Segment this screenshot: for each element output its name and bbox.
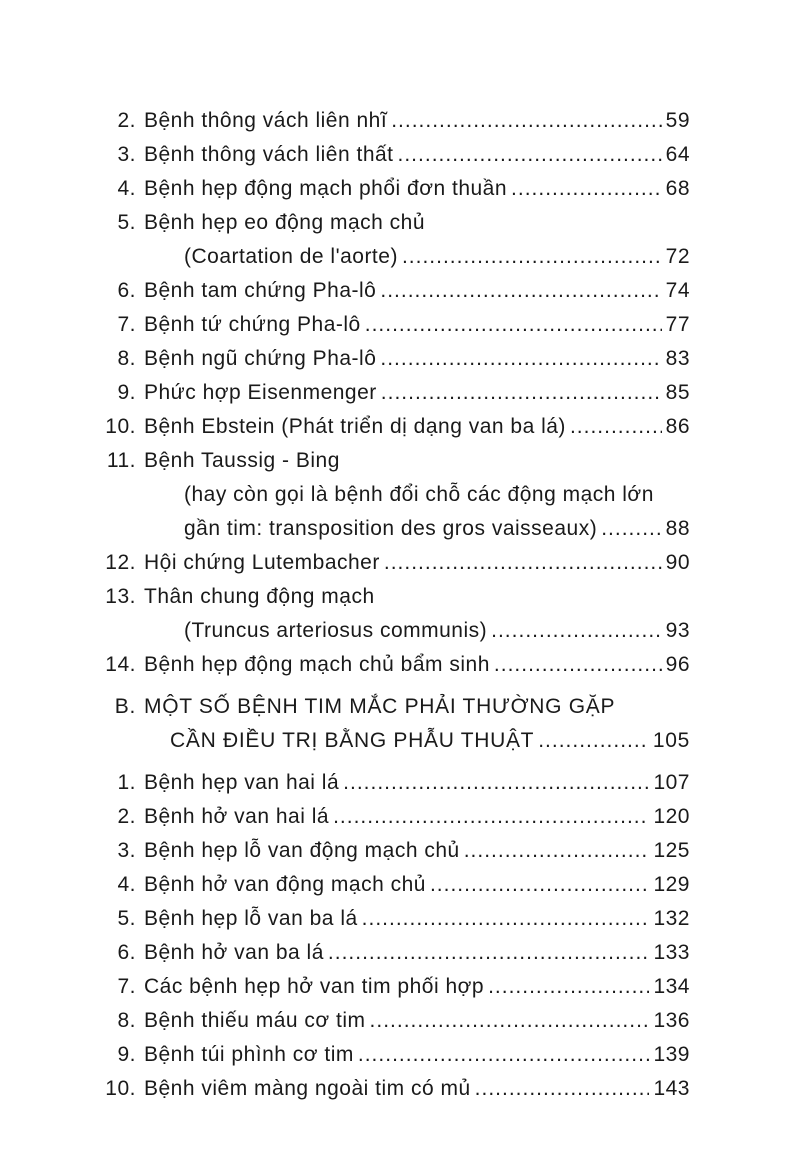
entry-number: 4. [117, 177, 136, 200]
toc-entry [96, 546, 690, 580]
page-number: 134 [653, 975, 690, 998]
page-number: 132 [653, 907, 690, 930]
entry-title: Bệnh ngũ chứng Pha-lô [144, 347, 377, 370]
toc-entry-line [96, 902, 690, 936]
toc-entry [96, 1038, 690, 1072]
toc-entry-line [96, 478, 690, 512]
toc-entry [96, 104, 690, 138]
dot-leader [358, 1038, 650, 1072]
section-letter: B. [114, 695, 136, 718]
entry-title: Các bệnh hẹp hở van tim phối hợp [144, 975, 485, 998]
toc-entry [96, 342, 690, 376]
page-number: 139 [653, 1043, 690, 1066]
toc-entry-line [96, 274, 690, 308]
table-of-contents [96, 104, 690, 1106]
entry-number: 10. [105, 415, 136, 438]
dot-leader [343, 766, 649, 800]
toc-entry [96, 800, 690, 834]
dot-leader [362, 902, 650, 936]
page-number: 68 [665, 177, 690, 200]
dot-leader [328, 936, 650, 970]
entry-title: Bệnh thông vách liên thất [144, 143, 394, 166]
entry-title: Bệnh túi phình cơ tim [144, 1043, 354, 1066]
toc-entry-line [96, 648, 690, 682]
entry-title: Bệnh hẹp eo động mạch chủ [144, 211, 426, 234]
toc-entry-line [96, 308, 690, 342]
dot-leader [494, 648, 662, 682]
dot-leader [398, 138, 662, 172]
page-number: 72 [665, 245, 690, 268]
section-title-line-2: CẦN ĐIỀU TRỊ BẰNG PHẪU THUẬT [170, 729, 535, 752]
dot-leader [365, 308, 662, 342]
dot-leader [381, 376, 662, 410]
toc-entry [96, 834, 690, 868]
dot-leader [384, 546, 662, 580]
toc-entry-line [96, 1038, 690, 1072]
page-number: 96 [665, 653, 690, 676]
entry-number: 10. [105, 1077, 136, 1100]
entry-title: Thân chung động mạch [144, 585, 375, 608]
section-b-heading [96, 690, 690, 758]
entry-number: 6. [117, 279, 136, 302]
dot-leader [464, 834, 650, 868]
dot-leader [333, 800, 649, 834]
toc-entry-line [96, 614, 690, 648]
entry-number: 8. [117, 347, 136, 370]
toc-entry [96, 970, 690, 1004]
page-number: 136 [653, 1009, 690, 1032]
entry-title: Bệnh hở van động mạch chủ [144, 873, 426, 896]
toc-entry-line [96, 1004, 690, 1038]
dot-leader [511, 172, 662, 206]
toc-entry [96, 138, 690, 172]
dot-leader [491, 614, 662, 648]
toc-entry-line [96, 342, 690, 376]
entry-number: 13. [105, 585, 136, 608]
entry-title: Bệnh hở van hai lá [144, 805, 330, 828]
page-number: 120 [653, 805, 690, 828]
dot-leader [430, 868, 650, 902]
page-number: 88 [665, 517, 690, 540]
dot-leader [402, 240, 662, 274]
page-number: 93 [665, 619, 690, 642]
entry-number: 5. [117, 211, 136, 234]
dot-leader [475, 1072, 650, 1106]
toc-entry-line [96, 240, 690, 274]
entry-title: Bệnh hở van ba lá [144, 941, 324, 964]
page-number: 107 [653, 771, 690, 794]
entry-title: Phức hợp Eisenmenger [144, 381, 377, 404]
toc-entry-line [96, 580, 690, 614]
entry-number: 5. [117, 907, 136, 930]
toc-entry [96, 444, 690, 546]
entry-number: 11. [106, 449, 136, 472]
page-number: 143 [653, 1077, 690, 1100]
dot-leader [380, 274, 661, 308]
entry-title: Bệnh Ebstein (Phát triển dị dạng van ba lá) [144, 415, 566, 438]
entry-number: 1. [117, 771, 136, 794]
entry-number: 9. [117, 381, 136, 404]
toc-entry [96, 206, 690, 274]
toc-entry-line [96, 800, 690, 834]
dot-leader [538, 724, 649, 758]
toc-entry-line [96, 138, 690, 172]
toc-entry-line [96, 834, 690, 868]
toc-entry-line [96, 766, 690, 800]
entry-number: 7. [117, 975, 136, 998]
entry-title: Bệnh thông vách liên nhĩ [144, 109, 388, 132]
dot-leader [391, 104, 661, 138]
entry-number: 3. [117, 143, 136, 166]
page-number: 133 [653, 941, 690, 964]
toc-list-congenital [96, 104, 690, 682]
entry-title: Bệnh thiếu máu cơ tim [144, 1009, 366, 1032]
entry-title: Bệnh hẹp động mạch phổi đơn thuần [144, 177, 508, 200]
entry-number: 7. [117, 313, 136, 336]
toc-entry-line [96, 1072, 690, 1106]
entry-title: (Coartation de l'aorte) [184, 245, 398, 268]
entry-title: Hội chứng Lutembacher [144, 551, 380, 574]
toc-entry [96, 648, 690, 682]
toc-entry [96, 410, 690, 444]
page-number: 59 [665, 109, 690, 132]
entry-number: 3. [117, 839, 136, 862]
entry-number: 9. [117, 1043, 136, 1066]
toc-entry [96, 1072, 690, 1106]
toc-entry-line [96, 376, 690, 410]
toc-list-acquired [96, 766, 690, 1106]
entry-number: 2. [117, 109, 136, 132]
dot-leader [488, 970, 649, 1004]
dot-leader [370, 1004, 650, 1038]
toc-entry-line [96, 206, 690, 240]
toc-entry-line [96, 104, 690, 138]
page-number: 85 [665, 381, 690, 404]
toc-entry [96, 274, 690, 308]
entry-title: Bệnh hẹp lỗ van ba lá [144, 907, 358, 930]
toc-entry-line [96, 172, 690, 206]
page-number: 86 [665, 415, 690, 438]
toc-entry [96, 580, 690, 648]
entry-title: Bệnh tam chứng Pha-lô [144, 279, 377, 302]
page-number: 125 [653, 839, 690, 862]
toc-entry-line [96, 936, 690, 970]
toc-entry-line [96, 512, 690, 546]
page-number: 74 [665, 279, 690, 302]
dot-leader [601, 512, 661, 546]
entry-title: Bệnh hẹp van hai lá [144, 771, 340, 794]
page-number: 64 [665, 143, 690, 166]
toc-entry [96, 376, 690, 410]
entry-number: 6. [117, 941, 136, 964]
toc-entry [96, 936, 690, 970]
toc-entry-line [96, 410, 690, 444]
entry-title: (hay còn gọi là bệnh đổi chỗ các động mạch lớn [184, 483, 654, 506]
entry-title: Bệnh hẹp lỗ van động mạch chủ [144, 839, 460, 862]
entry-number: 2. [117, 805, 136, 828]
dot-leader [570, 410, 662, 444]
entry-number: 14. [105, 653, 136, 676]
entry-title: Bệnh tứ chứng Pha-lô [144, 313, 361, 336]
toc-entry-line [96, 868, 690, 902]
entry-title: Bệnh viêm màng ngoài tim có mủ [144, 1077, 471, 1100]
toc-entry [96, 868, 690, 902]
entry-number: 12. [105, 551, 136, 574]
toc-entry [96, 766, 690, 800]
toc-entry [96, 1004, 690, 1038]
toc-entry-line [96, 546, 690, 580]
page-number: 77 [665, 313, 690, 336]
page-number: 83 [665, 347, 690, 370]
entry-title: (Truncus arteriosus communis) [184, 619, 488, 642]
page-number: 105 [652, 729, 690, 752]
toc-entry-line [96, 970, 690, 1004]
entry-number: 4. [117, 873, 136, 896]
toc-entry-line [96, 444, 690, 478]
entry-title: Bệnh Taussig - Bing [144, 449, 340, 472]
entry-number: 8. [117, 1009, 136, 1032]
page-number: 90 [665, 551, 690, 574]
dot-leader [380, 342, 661, 376]
toc-entry [96, 172, 690, 206]
section-b-line-2 [96, 724, 690, 758]
section-b-line-1 [96, 690, 690, 724]
entry-title: gần tim: transposition des gros vaisseaux) [184, 517, 598, 540]
toc-entry [96, 902, 690, 936]
section-title-line-1: MỘT SỐ BỆNH TIM MẮC PHẢI THƯỜNG GẶP [144, 695, 616, 718]
page-number: 129 [653, 873, 690, 896]
toc-entry [96, 308, 690, 342]
entry-title: Bệnh hẹp động mạch chủ bẩm sinh [144, 653, 490, 676]
